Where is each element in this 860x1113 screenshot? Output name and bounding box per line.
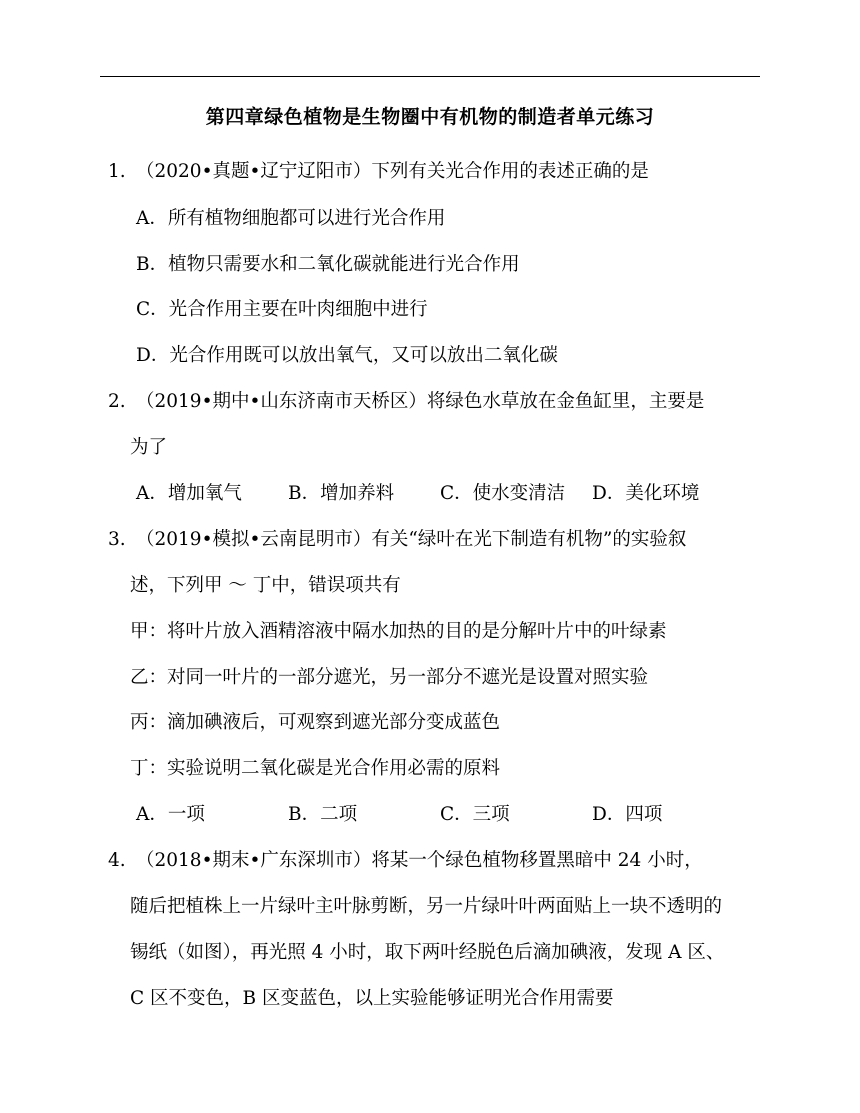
option-b: B．增加养料 bbox=[288, 483, 395, 504]
statement-ding: 丁：实验说明二氧化碳是光合作用必需的原料 bbox=[130, 758, 501, 779]
options-row bbox=[136, 481, 736, 507]
question-stem: （2019•期中•山东济南市天桥区）将绿色水草放在金鱼缸里，主要是 bbox=[136, 391, 705, 412]
question-stem: （2018•期末•广东深圳市）将某一个绿色植物移置黑暗中 24 小时， bbox=[136, 850, 703, 871]
question-1 bbox=[108, 159, 649, 185]
question-number: 3. bbox=[108, 529, 126, 550]
option-b: B．植物只需要水和二氧化碳就能进行光合作用 bbox=[136, 254, 520, 275]
option-c: C．光合作用主要在叶肉细胞中进行 bbox=[136, 299, 428, 320]
question-stem: （2020•真题•辽宁辽阳市）下列有关光合作用的表述正确的是 bbox=[136, 161, 649, 182]
question-stem-continued: 随后把植株上一片绿叶主叶脉剪断，另一片绿叶叶两面贴上一块不透明的 bbox=[130, 896, 723, 917]
question-stem-continued: 述，下列甲 ～ 丁中，错误项共有 bbox=[130, 575, 401, 596]
option-a: A．所有植物细胞都可以进行光合作用 bbox=[136, 208, 446, 229]
option-c: C．使水变清洁 bbox=[440, 483, 566, 504]
question-stem-continued: C 区不变色，B 区变蓝色，以上实验能够证明光合作用需要 bbox=[130, 988, 614, 1009]
option-a: A．一项 bbox=[136, 804, 205, 825]
option-c: C．三项 bbox=[440, 804, 510, 825]
question-2 bbox=[108, 389, 704, 415]
question-number: 2. bbox=[108, 391, 126, 412]
option-d: D．四项 bbox=[592, 804, 663, 825]
option-d: D．光合作用既可以放出氧气，又可以放出二氧化碳 bbox=[136, 345, 558, 366]
statement-yi: 乙：对同一叶片的一部分遮光，另一部分不遮光是设置对照实验 bbox=[130, 667, 649, 688]
question-3 bbox=[108, 527, 686, 553]
question-stem: （2019•模拟•云南昆明市）有关“绿叶在光下制造有机物”的实验叙 bbox=[136, 529, 687, 550]
question-number: 4. bbox=[108, 850, 126, 871]
page-title: 第四章绿色植物是生物圈中有机物的制造者单元练习 bbox=[205, 106, 655, 128]
question-stem-continued: 为了 bbox=[130, 437, 168, 458]
question-4 bbox=[108, 848, 703, 874]
question-number: 1. bbox=[108, 161, 126, 182]
header-rule bbox=[100, 76, 760, 77]
option-d: D．美化环境 bbox=[592, 483, 700, 504]
options-row bbox=[136, 802, 736, 828]
option-a: A．增加氧气 bbox=[136, 483, 242, 504]
option-b: B．二项 bbox=[288, 804, 358, 825]
statement-bing: 丙：滴加碘液后，可观察到遮光部分变成蓝色 bbox=[130, 712, 501, 733]
question-stem-continued: 锡纸（如图），再光照 4 小时，取下两叶经脱色后滴加碘液，发现 A 区、 bbox=[130, 942, 725, 963]
statement-jia: 甲：将叶片放入酒精溶液中隔水加热的目的是分解叶片中的叶绿素 bbox=[130, 621, 667, 642]
